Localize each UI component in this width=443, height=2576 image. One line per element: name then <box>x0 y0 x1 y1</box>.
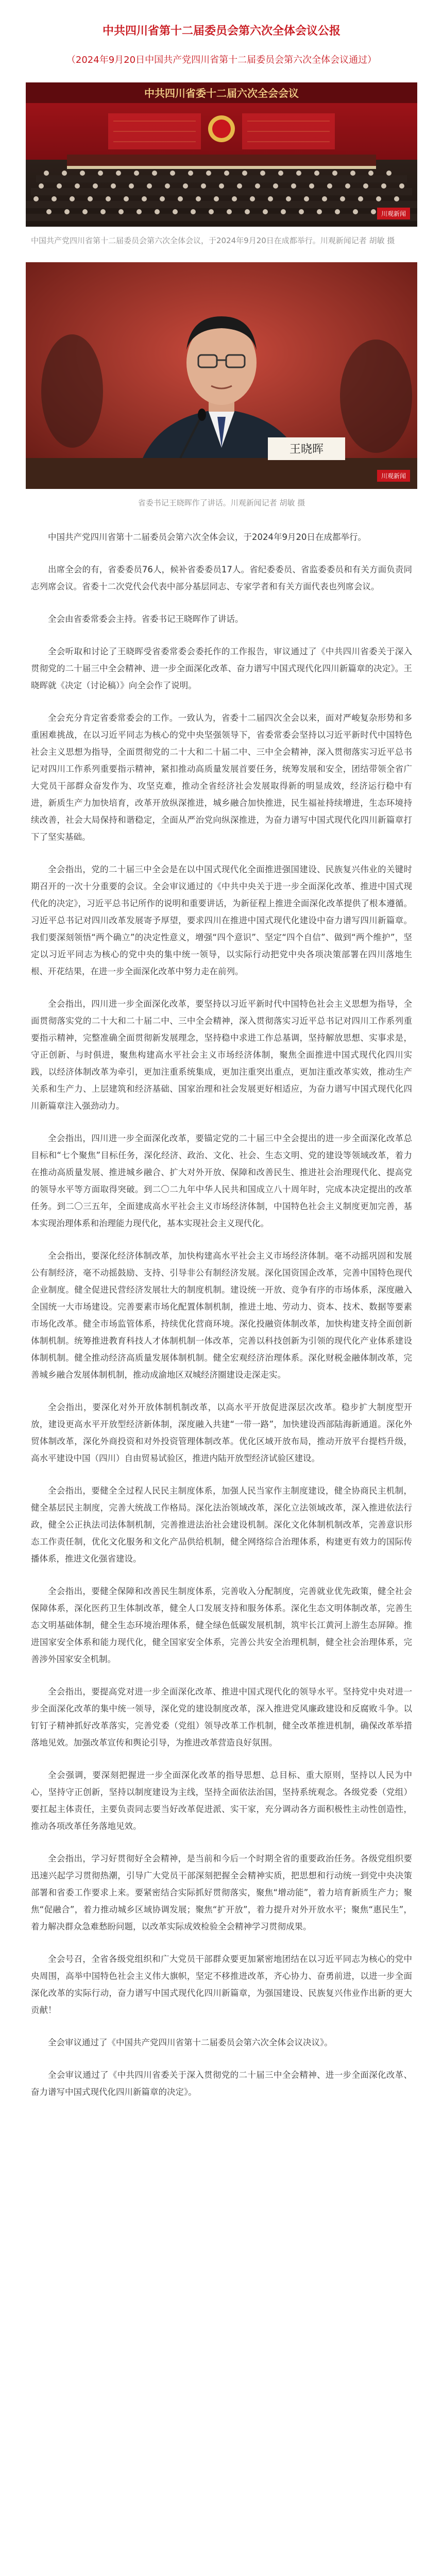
article-paragraph: 全会指出，学习好贯彻好全会精神，是当前和今后一个时期全省的重要政治任务。各级党组织要迅速兴起学习贯彻热潮，引导广大党员干部深刻把握全会精神实质，把思想和行动统一到党中央决策部署和省委工作要求上来。要紧密结合实际抓好贯彻落实，聚焦“增动能”，着力培育新质生产力；聚焦“促融合”，着力推动城乡区域协调发展；聚焦“扩开放”，着力提升对外开放水平；聚焦“惠民生”，着力解决群众急难愁盼问题，以改革实际成效检验全会精神学习贯彻成果。 <box>31 1853 412 1931</box>
article-paragraph: 全会由省委常委会主持。省委书记王晓晖作了讲话。 <box>48 614 244 624</box>
article-paragraph: 全会指出，要健全保障和改善民生制度体系，完善收入分配制度，完善就业优先政策，健全社会保障体系，深化医药卫生体制改革，健全人口发展支持和服务体系。深化生态文明体制改革，完善生态文明基础体制，健全生态环境治理体系，健全绿色低碳发展机制，筑牢长江黄河上游生态屏障。推进国家安全体系和能力现代化，健全国家安全体系，完善公共安全治理机制，健全社会治理体系，完善涉外国家安全机制。 <box>31 1586 412 1664</box>
speaker-illustration <box>26 262 417 489</box>
article-paragraph: 全会听取和讨论了王晓晖受省委常委会委托作的工作报告，审议通过了《中共四川省委关于深入贯彻党的二十届三中全会精神、进一步全面深化改革、奋力谱写中国式现代化四川新篇章的决定》。王晓晖就《决定（讨论稿）》向全会作了说明。 <box>31 646 412 690</box>
article-paragraph: 出席全会的有，省委委员76人，候补省委委员17人。省纪委委员、省监委委员和有关方面负责同志列席会议。省委十二次党代会代表中部分基层同志、专家学者和有关方面代表也列席会议。 <box>31 564 412 591</box>
banner-text: 中共四川省委十二届六次全会会议 <box>144 87 299 99</box>
photo-watermark: 川观新闻 <box>377 208 410 219</box>
article-paragraph: 中国共产党四川省第十二届委员会第六次全体会议，于2024年9月20日在成都举行。 <box>48 532 366 542</box>
article-paragraph: 全会指出，要深化对外开放体制机制改革，以高水平开放促进深层次改革。稳步扩大制度型开放，建设更高水平开放型经济新体制，深度融入共建“一带一路”，加快建设西部陆海新通道。深化外贸体制改革，深化外商投资和对外投资管理体制改革。优化区域开放布局，推动开放平台提档升级，高水平建设中国（四川）自由贸易试验区，推进内陆开放型经济试验区建设。 <box>31 1402 412 1463</box>
article-subtitle: （2024年9月20日中国共产党四川省第十二届委员会第六次全体会议通过） <box>66 55 377 65</box>
plenary-hall-illustration <box>26 82 417 227</box>
article-paragraph: 全会号召，全省各级党组织和广大党员干部群众要更加紧密地团结在以习近平同志为核心的党中央周围，高举中国特色社会主义伟大旗帜，坚定不移推进改革，齐心协力、奋勇前进，以进一步全面深化改革的实际行动，奋力谱写中国式现代化四川新篇章，为强国建设、民族复兴伟业作出新的更大贡献！ <box>31 1954 412 2015</box>
article-paragraph: 全会强调，要深刻把握进一步全面深化改革的指导思想、总目标、重大原则，坚持以人民为中心，坚持守正创新，坚持以制度建设为主线，坚持全面依法治国，坚持系统观念。各级党委（党组）要扛起主体责任，主要负责同志要当好改革促进派、实干家，充分调动各方面积极性主动性创造性，推动各项改革任务落地见效。 <box>31 1770 412 1831</box>
plenary-hall-photo <box>26 82 417 227</box>
speaker-nameplate: 王晓晖 <box>289 443 324 456</box>
photo-caption: 省委书记王晓晖作了讲话。川观新闻记者 胡敏 摄 <box>138 498 305 507</box>
article-body <box>31 529 412 2100</box>
article-title: 中共四川省第十二届委员会第六次全体会议公报 <box>102 25 340 38</box>
article <box>0 23 443 2147</box>
article-paragraph: 全会指出，四川进一步全面深化改革，要锚定党的二十届三中全会提出的进一步全面深化改革总目标和“七个聚焦”目标任务，深化经济、政治、文化、社会、生态文明、党的建设等领域改革，着力在推动高质量发展、推进城乡融合、扩大对外开放、保障和改善民生、推进社会治理现代化、提高党的领导水平等方面取得突破。到二〇二九年中华人民共和国成立八十周年时，完成本决定提出的改革任务。到二〇三五年，全面建成高水平社会主义市场经济体制，中国特色社会主义制度更加完善，基本实现治理体系和治理能力现代化，基本实现社会主义现代化。 <box>31 1133 412 1228</box>
photo-watermark: 川观新闻 <box>377 470 410 482</box>
article-paragraph: 全会审议通过了《中国共产党四川省第十二届委员会第六次全体会议决议》。 <box>48 2037 333 2047</box>
article-paragraph: 全会充分肯定省委常委会的工作。一致认为，省委十二届四次全会以来，面对严峻复杂形势和多重困难挑战，在以习近平同志为核心的党中央坚强领导下，省委常委会坚持以习近平新时代中国特色社会主义思想为指导，全面贯彻党的二十大和二十届二中、三中全会精神，深入贯彻落实习近平总书记对四川工作系列重要指示精神，紧扣推动高质量发展首要任务，统筹发展和安全，团结带领全省广大党员干部群众奋发作为、攻坚克难，推动全省经济社会发展取得新的明显成效，经济运行稳中有进，新质生产力加快培育，改革开放纵深推进，城乡融合加快推进，民生福祉持续增进，生态环境持续改善，社会大局保持和谐稳定，全面从严治党向纵深推进，为奋力谱写中国式现代化四川新篇章打下了坚实基础。 <box>31 713 412 842</box>
article-paragraph: 全会指出，要深化经济体制改革，加快构建高水平社会主义市场经济体制。毫不动摇巩固和发展公有制经济，毫不动摇鼓励、支持、引导非公有制经济发展。深化国资国企改革，完善中国特色现代企业制度。健全促进民营经济发展壮大的制度机制。建设统一开放、竞争有序的市场体系，深度融入全国统一大市场建设。完善要素市场化配置体制机制，推进土地、劳动力、资本、技术、数据等要素市场化改革。健全市场监管体系，持续优化营商环境。深化投融资体制改革，加快构建支持全面创新体制机制。统筹推进教育科技人才体制机制一体改革，完善以科技创新为引领的现代化产业体系建设体制机制。健全推动经济高质量发展体制机制。健全宏观经济治理体系。深化财税金融体制改革，完善城乡融合发展体制机制，推动成渝地区双城经济圈建设走深走实。 <box>31 1250 412 1380</box>
speaker-photo <box>26 262 417 489</box>
article-paragraph: 全会指出，要健全全过程人民民主制度体系，加强人民当家作主制度建设，健全协商民主机制，健全基层民主制度，完善大统战工作格局。深化法治领域改革，深化立法领域改革，深入推进依法行政，健全公正执法司法体制机制，完善推进法治社会建设机制。深化文化体制机制改革，完善意识形态工作责任制，优化文化服务和文化产品供给机制，健全网络综合治理体系，构建更有效力的国际传播体系，推进文化强省建设。 <box>31 1485 412 1564</box>
article-paragraph: 全会审议通过了《中共四川省委关于深入贯彻党的二十届三中全会精神、进一步全面深化改革、奋力谱写中国式现代化四川新篇章的决定》。 <box>31 2070 412 2097</box>
article-paragraph: 全会指出，要提高党对进一步全面深化改革、推进中国式现代化的领导水平。坚持党中央对进一步全面深化改革的集中统一领导，深化党的建设制度改革，深入推进党风廉政建设和反腐败斗争。以钉钉子精神抓好改革落实，完善党委（党组）领导改革工作机制，健全改革推进机制，确保改革举措落地见效。加强改革宣传和舆论引导，为推进改革营造良好氛围。 <box>31 1686 412 1748</box>
article-paragraph: 全会指出，党的二十届三中全会是在以中国式现代化全面推进强国建设、民族复兴伟业的关键时期召开的一次十分重要的会议。全会审议通过的《中共中央关于进一步全面深化改革、推进中国式现代化的决定》，习近平总书记所作的说明和重要讲话，为新征程上推进全面深化改革提供了根本遵循。习近平总书记对四川改革发展寄予厚望，要求四川在推进中国式现代化建设中奋力谱写四川新篇章。我们要深刻领悟“两个确立”的决定性意义，增强“四个意识”、坚定“四个自信”、做到“两个维护”，坚定以习近平同志为核心的党中央的集中统一领导，以实际行动把党中央各项决策部署在四川落地生根、开花结果，在进一步全面深化改革中努力走在前列。 <box>31 864 412 976</box>
photo-caption: 中国共产党四川省第十二届委员会第六次全体会议，于2024年9月20日在成都举行。川观新闻记者 胡敏 摄 <box>31 235 395 245</box>
article-paragraph: 全会指出，四川进一步全面深化改革，要坚持以习近平新时代中国特色社会主义思想为指导，全面贯彻落实党的二十大和二十届二中、三中全会精神，深入贯彻落实习近平总书记对四川工作系列重要指示精神，完整准确全面贯彻新发展理念，坚持稳中求进工作总基调，坚持解放思想、实事求是，守正创新、与时俱进，聚焦构建高水平社会主义市场经济体制，聚焦全面推进中国式现代化四川实践，以经济体制改革为牵引，更加注重系统集成，更加注重突出重点，更加注重改革实效，推动生产关系和生产力、上层建筑和经济基础、国家治理和社会发展更好相适应，为奋力谱写中国式现代化四川新篇章注入强劲动力。 <box>31 998 412 1111</box>
